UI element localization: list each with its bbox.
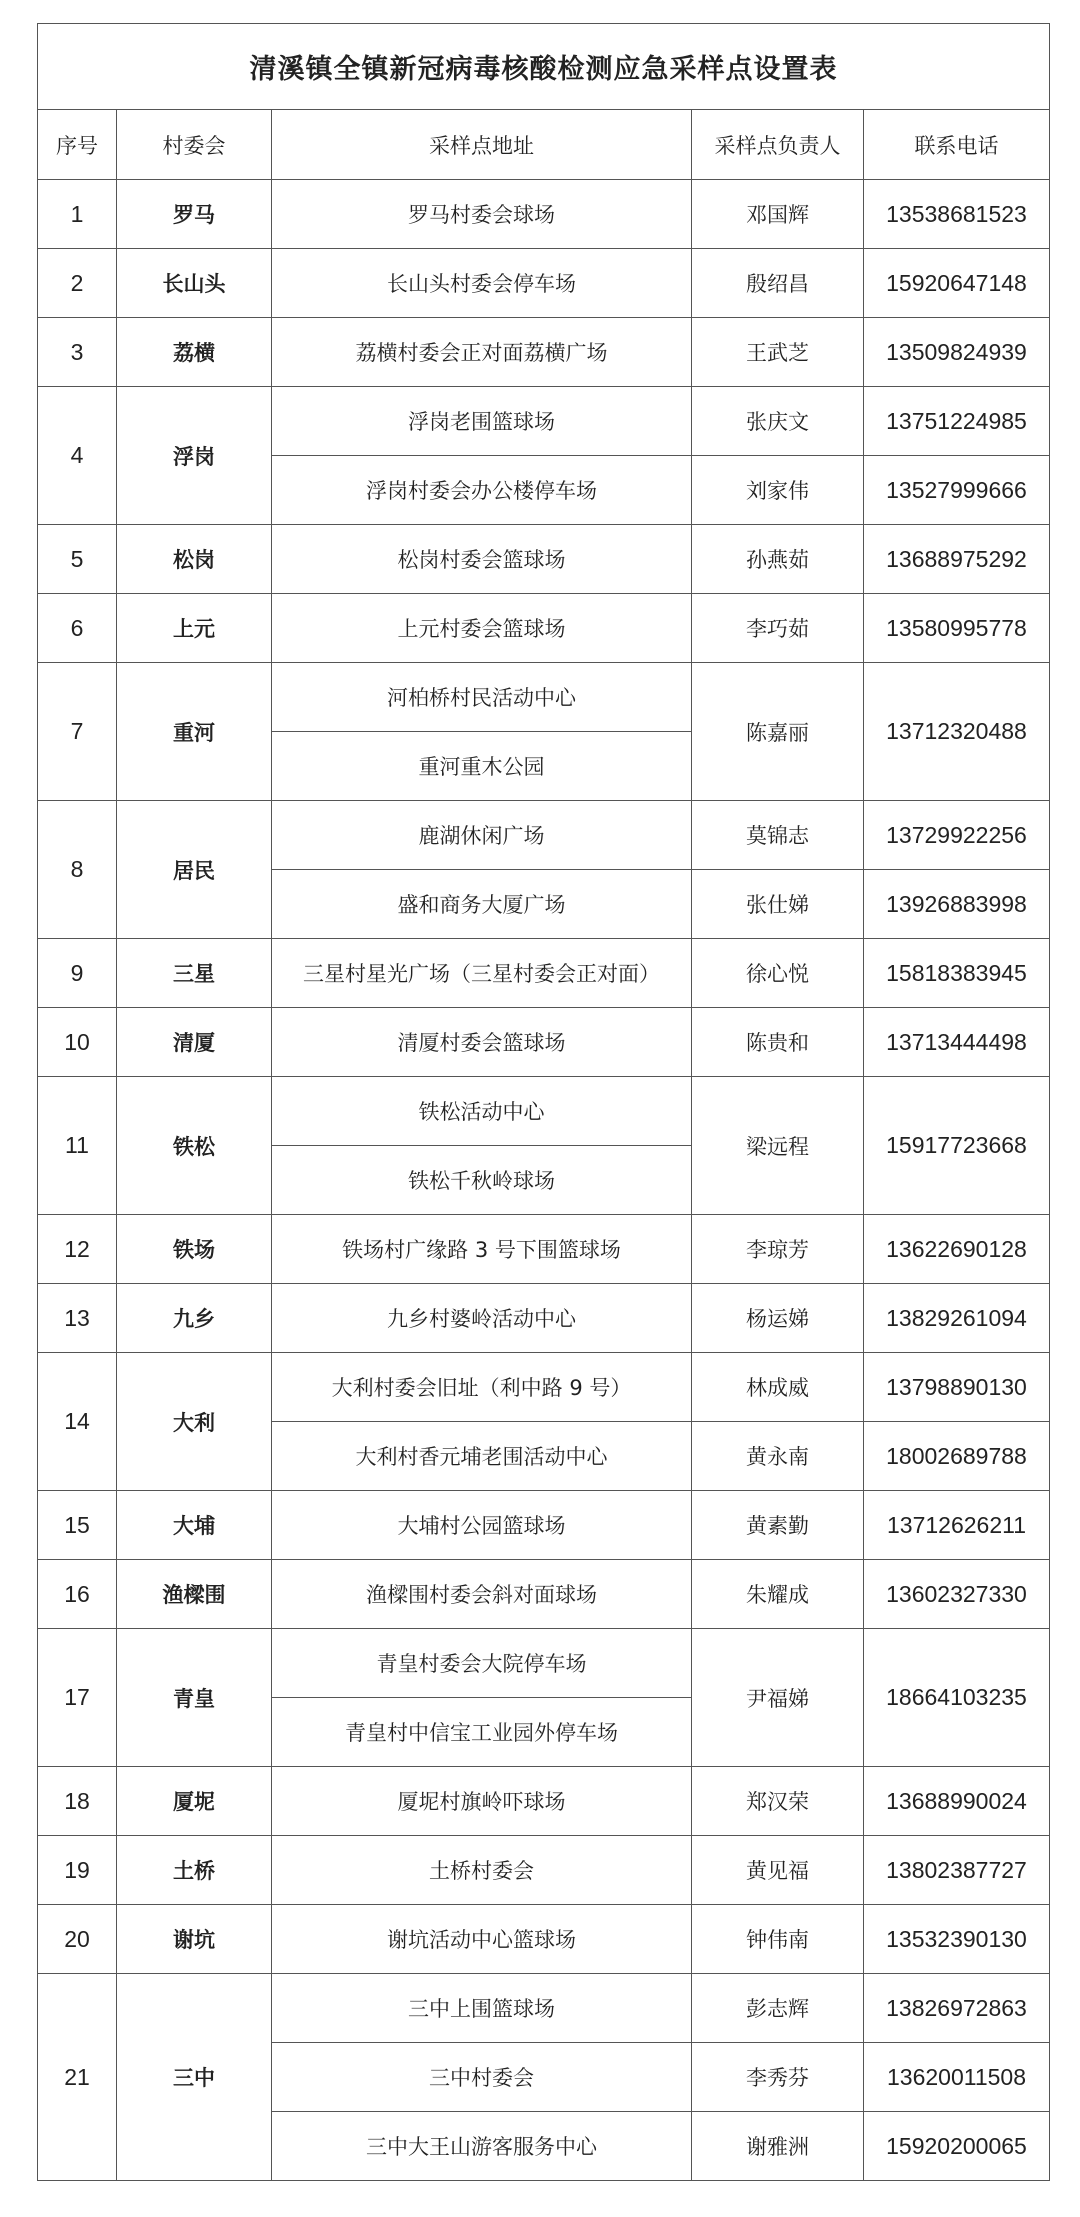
table-row [38,180,1050,249]
seq-cell: 13 [38,1284,117,1353]
village-cell: 大埔 [117,1491,272,1560]
phone-cell: 13829261094 [864,1284,1050,1353]
table-row [38,318,1050,387]
table-row [38,1629,1050,1698]
address-cell: 铁松活动中心 [272,1077,692,1146]
person-cell: 陈贵和 [692,1008,864,1077]
table-row [38,1560,1050,1629]
person-cell: 杨运娣 [692,1284,864,1353]
table-row [38,801,1050,870]
person-cell: 殷绍昌 [692,249,864,318]
seq-cell: 4 [38,387,117,525]
table-row [38,939,1050,1008]
phone-cell: 13538681523 [864,180,1050,249]
table-row [38,594,1050,663]
village-cell: 长山头 [117,249,272,318]
person-cell: 莫锦志 [692,801,864,870]
seq-cell: 14 [38,1353,117,1491]
table-body [38,180,1050,2181]
table-row [38,1767,1050,1836]
village-cell: 谢坑 [117,1905,272,1974]
person-cell: 梁远程 [692,1077,864,1215]
phone-cell: 15818383945 [864,939,1050,1008]
seq-cell: 5 [38,525,117,594]
village-cell: 居民 [117,801,272,939]
person-cell: 黄素勤 [692,1491,864,1560]
village-cell: 重河 [117,663,272,801]
phone-cell: 13712626211 [864,1491,1050,1560]
person-cell: 王武芝 [692,318,864,387]
phone-cell: 13620011508 [864,2043,1050,2112]
address-cell: 厦坭村旗岭吓球场 [272,1767,692,1836]
village-cell: 上元 [117,594,272,663]
address-cell: 九乡村婆岭活动中心 [272,1284,692,1353]
person-cell: 李巧茹 [692,594,864,663]
sampling-sites-table [37,23,1050,2181]
village-cell: 大利 [117,1353,272,1491]
address-cell: 大利村委会旧址（利中路 9 号） [272,1353,692,1422]
seq-cell: 15 [38,1491,117,1560]
header-phone: 联系电话 [864,110,1050,180]
person-cell: 李秀芬 [692,2043,864,2112]
person-cell: 郑汉荣 [692,1767,864,1836]
header-seq: 序号 [38,110,117,180]
table-row [38,387,1050,456]
phone-cell: 13798890130 [864,1353,1050,1422]
phone-cell: 13826972863 [864,1974,1050,2043]
phone-cell: 13532390130 [864,1905,1050,1974]
village-cell: 三星 [117,939,272,1008]
phone-cell: 13527999666 [864,456,1050,525]
person-cell: 尹福娣 [692,1629,864,1767]
seq-cell: 3 [38,318,117,387]
person-cell: 黄永南 [692,1422,864,1491]
address-cell: 铁场村广缘路 3 号下围篮球场 [272,1215,692,1284]
address-cell: 三中大王山游客服务中心 [272,2112,692,2181]
address-cell: 大利村香元埔老围活动中心 [272,1422,692,1491]
seq-cell: 19 [38,1836,117,1905]
village-cell: 渔樑围 [117,1560,272,1629]
person-cell: 刘家伟 [692,456,864,525]
village-cell: 九乡 [117,1284,272,1353]
address-cell: 浮岗老围篮球场 [272,387,692,456]
phone-cell: 13751224985 [864,387,1050,456]
village-cell: 荔横 [117,318,272,387]
person-cell: 彭志辉 [692,1974,864,2043]
phone-cell: 13729922256 [864,801,1050,870]
header-person: 采样点负责人 [692,110,864,180]
village-cell: 浮岗 [117,387,272,525]
seq-cell: 10 [38,1008,117,1077]
address-cell: 大埔村公园篮球场 [272,1491,692,1560]
village-cell: 松岗 [117,525,272,594]
header-village: 村委会 [117,110,272,180]
seq-cell: 18 [38,1767,117,1836]
address-cell: 土桥村委会 [272,1836,692,1905]
table-row [38,249,1050,318]
village-cell: 清厦 [117,1008,272,1077]
address-cell: 三中上围篮球场 [272,1974,692,2043]
person-cell: 林成威 [692,1353,864,1422]
village-cell: 土桥 [117,1836,272,1905]
address-cell: 青皇村中信宝工业园外停车场 [272,1698,692,1767]
phone-cell: 13688975292 [864,525,1050,594]
person-cell: 邓国辉 [692,180,864,249]
village-cell: 厦坭 [117,1767,272,1836]
seq-cell: 7 [38,663,117,801]
phone-cell: 13602327330 [864,1560,1050,1629]
address-cell: 松岗村委会篮球场 [272,525,692,594]
person-cell: 孙燕茹 [692,525,864,594]
phone-cell: 15920647148 [864,249,1050,318]
phone-cell: 13802387727 [864,1836,1050,1905]
phone-cell: 13712320488 [864,663,1050,801]
village-cell: 铁松 [117,1077,272,1215]
phone-cell: 13713444498 [864,1008,1050,1077]
address-cell: 盛和商务大厦广场 [272,870,692,939]
address-cell: 清厦村委会篮球场 [272,1008,692,1077]
seq-cell: 9 [38,939,117,1008]
seq-cell: 16 [38,1560,117,1629]
seq-cell: 21 [38,1974,117,2181]
phone-cell: 13622690128 [864,1215,1050,1284]
address-cell: 河柏桥村民活动中心 [272,663,692,732]
table-row [38,525,1050,594]
table-row [38,1284,1050,1353]
address-cell: 谢坑活动中心篮球场 [272,1905,692,1974]
address-cell: 三星村星光广场（三星村委会正对面） [272,939,692,1008]
table-title: 清溪镇全镇新冠病毒核酸检测应急采样点设置表 [38,24,1050,110]
village-cell: 青皇 [117,1629,272,1767]
table-row [38,1974,1050,2043]
table-row [38,663,1050,732]
seq-cell: 17 [38,1629,117,1767]
phone-cell: 18002689788 [864,1422,1050,1491]
table-row [38,1008,1050,1077]
village-cell: 三中 [117,1974,272,2181]
address-cell: 荔横村委会正对面荔横广场 [272,318,692,387]
person-cell: 李琼芳 [692,1215,864,1284]
person-cell: 谢雅洲 [692,2112,864,2181]
phone-cell: 15917723668 [864,1077,1050,1215]
address-cell: 上元村委会篮球场 [272,594,692,663]
seq-cell: 1 [38,180,117,249]
person-cell: 张仕娣 [692,870,864,939]
person-cell: 钟伟南 [692,1905,864,1974]
table-row [38,1353,1050,1422]
address-cell: 三中村委会 [272,2043,692,2112]
person-cell: 朱耀成 [692,1560,864,1629]
seq-cell: 20 [38,1905,117,1974]
phone-cell: 18664103235 [864,1629,1050,1767]
address-cell: 铁松千秋岭球场 [272,1146,692,1215]
seq-cell: 12 [38,1215,117,1284]
village-cell: 铁场 [117,1215,272,1284]
address-cell: 罗马村委会球场 [272,180,692,249]
table-row [38,1215,1050,1284]
phone-cell: 13580995778 [864,594,1050,663]
person-cell: 张庆文 [692,387,864,456]
seq-cell: 8 [38,801,117,939]
phone-cell: 13688990024 [864,1767,1050,1836]
table-row [38,1836,1050,1905]
table-row [38,1905,1050,1974]
village-cell: 罗马 [117,180,272,249]
person-cell: 黄见福 [692,1836,864,1905]
person-cell: 陈嘉丽 [692,663,864,801]
table-row [38,1077,1050,1146]
seq-cell: 11 [38,1077,117,1215]
header-row [38,110,1050,180]
address-cell: 重河重木公园 [272,732,692,801]
seq-cell: 2 [38,249,117,318]
address-cell: 长山头村委会停车场 [272,249,692,318]
phone-cell: 13926883998 [864,870,1050,939]
address-cell: 鹿湖休闲广场 [272,801,692,870]
address-cell: 渔樑围村委会斜对面球场 [272,1560,692,1629]
phone-cell: 15920200065 [864,2112,1050,2181]
header-address: 采样点地址 [272,110,692,180]
table-row [38,1491,1050,1560]
person-cell: 徐心悦 [692,939,864,1008]
phone-cell: 13509824939 [864,318,1050,387]
seq-cell: 6 [38,594,117,663]
address-cell: 青皇村委会大院停车场 [272,1629,692,1698]
address-cell: 浮岗村委会办公楼停车场 [272,456,692,525]
